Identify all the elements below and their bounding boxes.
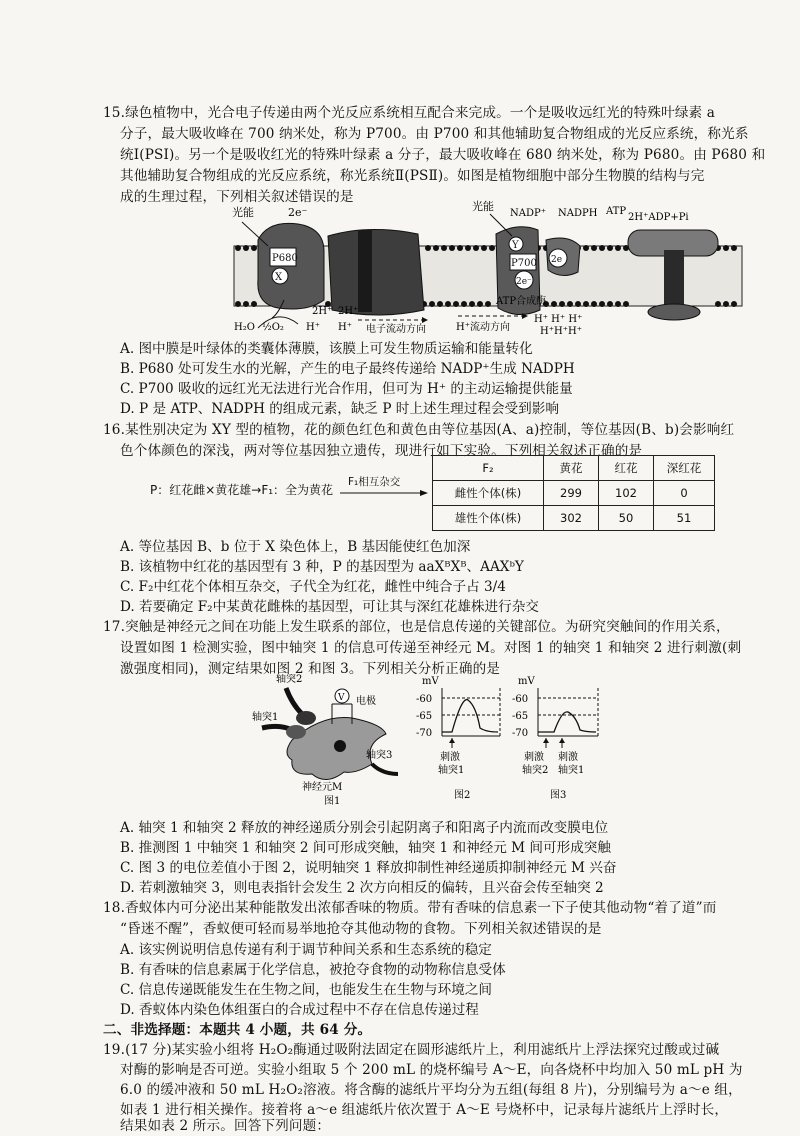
figure-3-caption: 图3 — [550, 790, 567, 801]
axon1-label: 轴突1 — [252, 712, 279, 723]
q18-option-c: C. 信息传递既能发生在生物之间，也能发生在生物与环境之间 — [120, 982, 492, 998]
nadp-label: NADP⁺ — [510, 208, 546, 219]
table-header-cell: 深红花 — [654, 456, 715, 481]
fig2-tick-label: -65 — [416, 711, 433, 722]
electron-flow-label: 电子流动方向 — [366, 324, 426, 335]
cross-arrow — [340, 488, 430, 498]
q15-line-2: 分子，最大吸收峰在 700 纳米处，称为 P700。由 P700 和其他辅助复合物组成的光反应系统，称光系 — [120, 126, 749, 142]
q17-option-d: D. 若刺激轴突 3，则电表指针会发生 2 次方向相反的偏转，且兴奋会传至轴突 2 — [120, 880, 604, 896]
f2-results-table — [432, 455, 715, 531]
electrode-label: 电极 — [356, 696, 376, 707]
q16-line-2: 色个体颜色的深浅，两对等位基因独立遗传，现进行如下实验。下列相关叙述正确的是 — [120, 443, 643, 459]
q17-option-c: C. 图 3 的电位差值小于图 2，说明轴突 1 释放抑制性神经递质抑制神经元 M 兴奋 — [120, 860, 617, 876]
q18-line-2: “昏迷不醒”，香蚁便可轻而易举地抢夺其他动物的食物。下列相关叙述错误的是 — [120, 921, 602, 937]
q16-option-c: C. F₂中红花个体相互杂交，子代全为红花，雌性中纯合子占 3/4 — [120, 579, 506, 595]
fig2-stim-label: 刺激 — [440, 752, 460, 763]
proton-flow-label: H⁺流动方向 — [456, 322, 510, 333]
atp-synthase-label: ATP合成酶 — [496, 296, 547, 307]
q18-option-d: D. 香蚁体内染色体组蛋白的合成过程中不存在信息传递过程 — [120, 1002, 479, 1018]
h-label-2: 2H⁺ — [312, 306, 333, 317]
h-label-4: H⁺ — [338, 322, 352, 333]
q16-option-a: A. 等位基因 B、b 位于 X 染色体上，B 基因能使红色加深 — [120, 539, 471, 555]
table-cell: 302 — [544, 506, 599, 531]
q18-line-1: 18.香蚁体内可分泌出某种能散发出浓郁香味的物质。带有香味的信息素一下子使其他动物“着了道”而 — [103, 900, 717, 916]
nadph-label: NADPH — [558, 208, 598, 219]
voltmeter-icon: V — [338, 693, 345, 703]
q19-line-5: 结果如表 2 所示。回答下列问题： — [120, 1118, 331, 1134]
p700-label: P700 — [511, 258, 537, 269]
light-energy-label-2: 光能 — [472, 200, 494, 213]
h2o-label: H₂O — [234, 322, 255, 333]
axon2-label: 轴突2 — [276, 674, 303, 685]
fig3-stim-a-label: 刺激 — [524, 752, 544, 763]
adp-label: 2H⁺ADP+Pi — [628, 212, 689, 223]
table-cell: 51 — [654, 506, 715, 531]
q18-option-b: B. 有香味的信息素属于化学信息，被抢夺食物的动物称信息受体 — [120, 962, 506, 978]
table-header-cell: 黄花 — [544, 456, 599, 481]
q17-option-a: A. 轴突 1 和轴突 2 释放的神经递质分别会引起阴离子和阳离子内流而改变膜电位 — [120, 820, 609, 836]
atp-label: ATP — [606, 206, 627, 217]
e-label-3: 2e — [551, 255, 563, 265]
fig3-tick-label: -60 — [512, 694, 529, 705]
thylakoid-membrane-figure — [228, 200, 768, 338]
figure-2-caption: 图2 — [454, 790, 471, 801]
table-cell: 299 — [544, 481, 599, 506]
x-label: X — [275, 272, 283, 283]
q17-line-2: 设置如图 1 检测实验，图中轴突 1 的信息可传递至神经元 M。对图 1 的轴突 1 和轴突 2 进行刺激(刺 — [120, 640, 742, 656]
section-2-heading: 二、非选择题：本题共 4 小题，共 64 分。 — [103, 1022, 372, 1038]
q15-line-3: 统Ⅰ(PSI)。另一个是吸收红光的特殊叶绿素 a 分子，最大吸收峰在 680 纳米处，称为 P680。由 P680 和 — [120, 147, 766, 163]
q15-option-a: A. 图中膜是叶绿体的类囊体薄膜，该膜上可发生物质运输和能量转化 — [120, 341, 533, 357]
axon3-label: 轴突3 — [366, 750, 393, 761]
q16-option-b: B. 该植物中红花的基因型有 3 种，P 的基因型为 aaXᴮXᴮ、AAXᵇY — [120, 559, 524, 575]
cross-arrow-label: F₁相互杂交 — [348, 476, 401, 488]
cross-description: P：红花雌×黄花雄→F₁：全为黄花 — [150, 483, 334, 497]
table-header-cell: F₂ — [433, 456, 544, 481]
q15-line-4: 其他辅助复合物组成的光反应系统，称光系统Ⅱ(PSⅡ)。如图是植物细胞中部分生物膜的结构与完 — [120, 168, 705, 184]
table-header-row — [433, 456, 715, 481]
fig2-axon-label: 轴突1 — [438, 765, 465, 776]
q15-option-b: B. P680 处可发生水的光解，产生的电子最终传递给 NADP⁺生成 NADPH — [120, 361, 575, 377]
table-cell: 0 — [654, 481, 715, 506]
q19-line-4: 如表 1 进行相关操作。接着将 a～e 组滤纸片依次置于 A～E 号烧杯中，记录每片滤纸片上浮时长， — [120, 1102, 729, 1118]
p680-label: P680 — [272, 253, 298, 264]
table-cell: 102 — [599, 481, 654, 506]
figure-1-neuron — [252, 674, 402, 806]
q19-line-3: 6.0 的缓冲液和 50 mL H₂O₂溶液。将含酶的滤纸片平均分为五组(每组 8 片)，分别编号为 a～e 组， — [120, 1082, 742, 1098]
q15-line-1: 15.绿色植物中，光合电子传递由两个光反应系统相互配合来完成。一个是吸收远红光的特殊叶绿素 a — [103, 105, 716, 121]
e-label-1: 2e⁻ — [288, 206, 308, 219]
q19-line-1: 19.(17 分)某实验小组将 H₂O₂酶通过吸附法固定在圆形滤纸片上，利用滤纸片上浮法探究过酸或过碱 — [103, 1042, 720, 1058]
q18-option-a: A. 该实例说明信息传递有利于调节种间关系和生态系统的稳定 — [120, 942, 492, 958]
q16-line-1: 16.某性别决定为 XY 型的植物，花的颜色红色和黄色由等位基因(A、a)控制，等位基因(B、b)会影响红 — [103, 422, 735, 438]
light-energy-label-1: 光能 — [232, 206, 254, 219]
table-cell: 雌性个体(株) — [433, 481, 544, 506]
h-cluster-top-label: H⁺ H⁺ H⁺ — [534, 314, 583, 325]
e-label-2: 2e⁻ — [516, 277, 532, 287]
figure-1-caption: 图1 — [324, 796, 341, 806]
q17-line-1: 17.突触是神经元之间在功能上发生联系的部位，也是信息传递的关键部位。为研究突触间的作用关系， — [103, 619, 730, 635]
q15-line-5: 成的生理过程，下列相关叙述错误的是 — [120, 189, 354, 205]
fig3-stim-b-label: 刺激 — [558, 752, 578, 763]
q19-line-2: 对酶的影响是否可逆。实验小组取 5 个 200 mL 的烧杯编号 A～E，向各烧杯中均加入 50 mL pH 为 — [120, 1062, 743, 1078]
q16-option-d: D. 若要确定 F₂中某黄花雌株的基因型，可让其与深红花雄株进行杂交 — [120, 599, 539, 615]
table-cell: 雄性个体(株) — [433, 506, 544, 531]
figure-3-potential-graph — [506, 674, 602, 804]
table-header-cell: 红花 — [599, 456, 654, 481]
q17-option-b: B. 推测图 1 中轴突 1 和轴突 2 间可形成突触，轴突 1 和神经元 M 间可形成突触 — [120, 840, 611, 856]
fig3-axon1-label: 轴突1 — [558, 765, 585, 776]
fig2-tick-label: -70 — [416, 728, 433, 739]
fig2-unit-label: mV — [422, 676, 439, 687]
fig3-axon2-label: 轴突2 — [522, 765, 549, 776]
fig3-tick-label: -65 — [512, 711, 529, 722]
h-label-1: H⁺ — [306, 322, 320, 333]
o2-label: ½O₂ — [262, 322, 284, 333]
q15-option-d: D. P 是 ATP、NADPH 的组成元素，缺乏 P 时上述生理过程会受到影响 — [120, 401, 559, 417]
h-cluster-bottom-label: H⁺H⁺H⁺ — [540, 326, 582, 337]
table-row — [433, 481, 715, 506]
figure-2-potential-graph — [410, 674, 502, 804]
fig3-unit-label: mV — [518, 676, 535, 687]
q15-option-c: C. P700 吸收的远红光无法进行光合作用，但可为 H⁺ 的主动运输提供能量 — [120, 381, 573, 397]
fig3-tick-label: -70 — [512, 728, 529, 739]
fig2-tick-label: -60 — [416, 694, 433, 705]
q17-line-3: 激强度相同)，测定结果如图 2 和图 3。下列相关分析正确的是 — [120, 661, 501, 677]
neuron-m-label: 神经元M — [302, 782, 343, 793]
y-label: Y — [512, 240, 519, 251]
table-row — [433, 506, 715, 531]
h-label-3: 2H⁺ — [338, 306, 359, 317]
table-cell: 50 — [599, 506, 654, 531]
